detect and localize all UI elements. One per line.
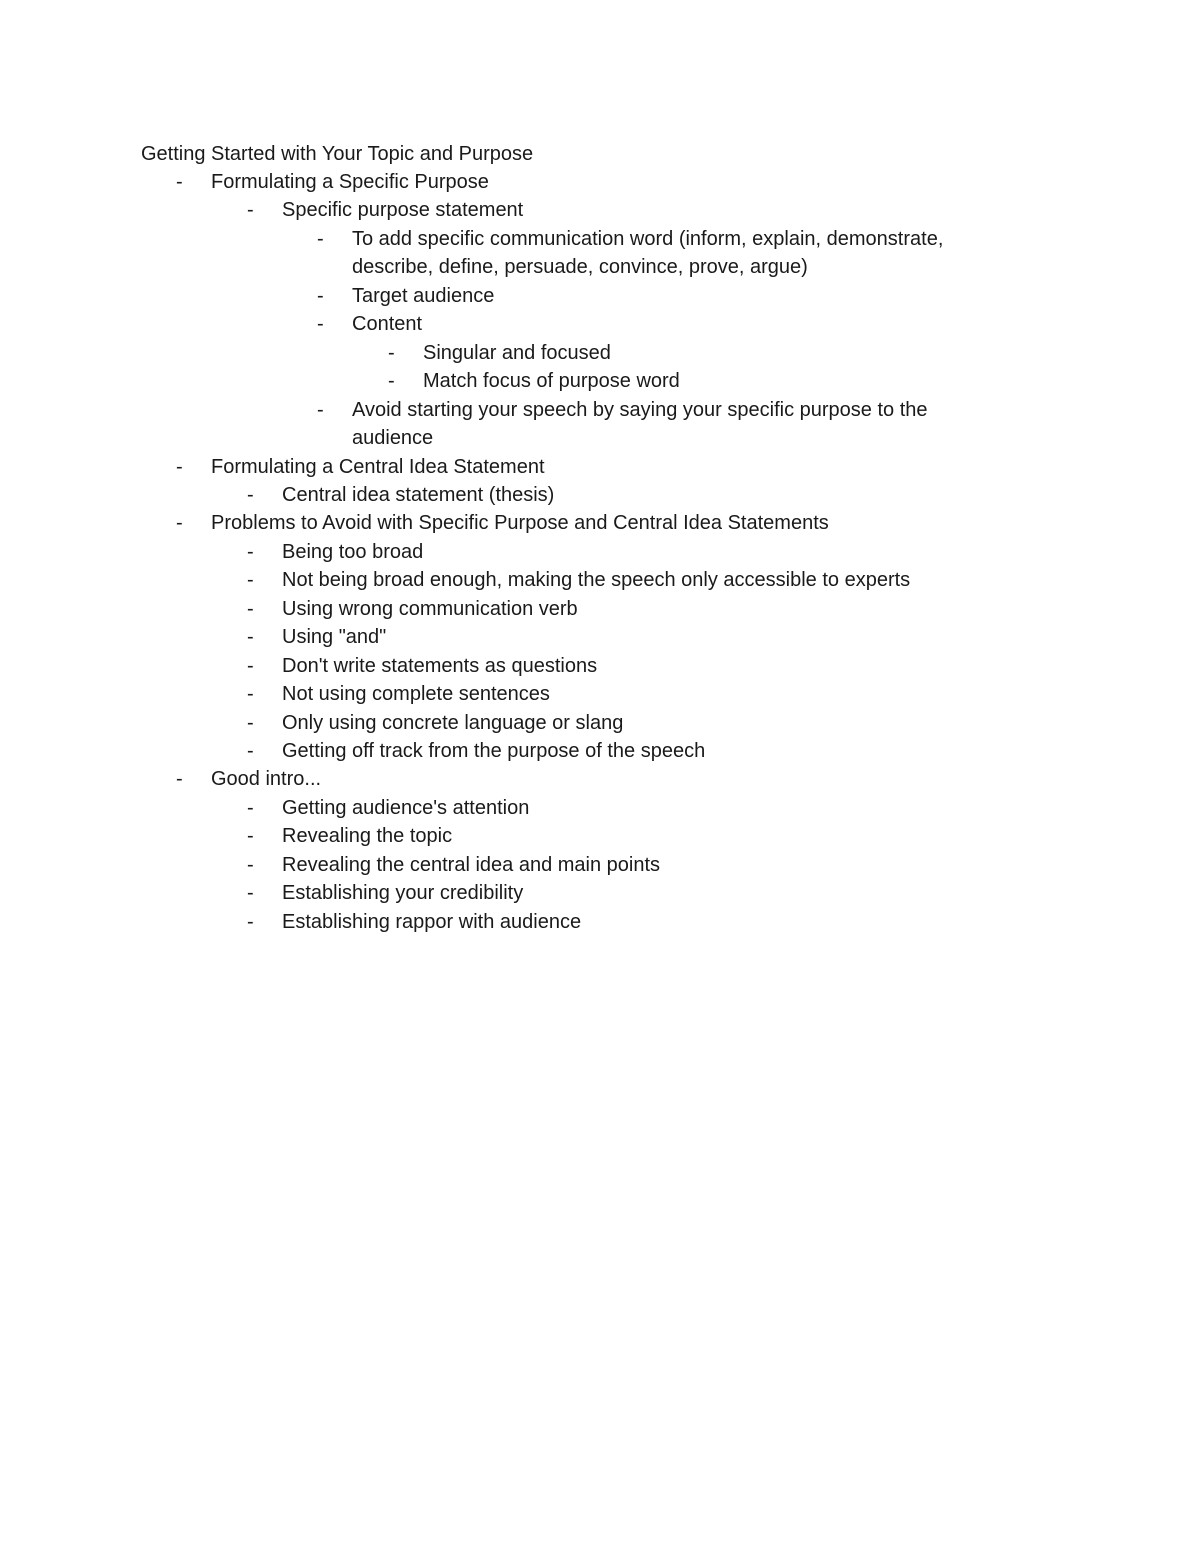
outline-item-level-3: audience — [352, 427, 434, 450]
outline-item-level-1: Formulating a Central Idea Statement — [211, 455, 545, 478]
bullet-dash: - — [317, 398, 324, 421]
outline-item-level-2: Not using complete sentences — [282, 683, 550, 706]
bullet-dash: - — [317, 284, 324, 307]
outline-item-level-1: Formulating a Specific Purpose — [211, 171, 489, 193]
outline-item-level-2: Establishing your credibility — [282, 882, 524, 905]
bullet-dash: - — [247, 740, 254, 762]
outline-item-level-4: Singular and focused — [423, 341, 611, 364]
bullet-dash: - — [247, 853, 254, 876]
outline-item-level-1: Good intro... — [211, 768, 322, 791]
bullet-dash: - — [247, 540, 254, 563]
outline-item-level-2: Not being broad enough, making the speech only accessible to experts — [282, 569, 911, 592]
outline-item-level-3: describe, define, persuade, convince, prove, argue) — [352, 256, 808, 279]
outline-item-level-2: Getting audience's attention — [282, 796, 530, 819]
bullet-dash: - — [247, 711, 254, 734]
bullet-dash: - — [388, 341, 395, 364]
bullet-dash: - — [176, 512, 183, 535]
outline-item-level-2: Establishing rappor with audience — [282, 910, 582, 933]
outline-item-level-2: Don't write statements as questions — [282, 654, 598, 677]
bullet-dash: - — [247, 199, 254, 222]
outline-item-level-2: Using "and" — [282, 626, 387, 649]
outline-item-level-2: Only using concrete language or slang — [282, 711, 624, 734]
bullet-dash: - — [176, 171, 183, 193]
outline-item-level-3: To add specific communication word (inform, explain, demonstrate, — [352, 227, 944, 250]
outline-item-level-2: Specific purpose statement — [282, 199, 524, 222]
bullet-dash: - — [247, 597, 254, 620]
bullet-dash: - — [247, 654, 254, 677]
outline-item-level-3: Avoid starting your speech by saying your specific purpose to the — [352, 398, 928, 421]
bullet-dash: - — [176, 455, 183, 478]
outline-item-level-2: Revealing the topic — [282, 825, 453, 848]
outline-item-level-2: Getting off track from the purpose of the speech — [282, 740, 706, 762]
bullet-dash: - — [247, 910, 254, 933]
bullet-dash: - — [247, 626, 254, 649]
outline-item-level-2: Revealing the central idea and main points — [282, 853, 661, 876]
outline-item-level-2: Central idea statement (thesis) — [282, 483, 555, 506]
bullet-dash: - — [388, 370, 395, 393]
outline-item-level-4: Match focus of purpose word — [423, 370, 680, 393]
bullet-dash: - — [247, 825, 254, 848]
bullet-dash: - — [247, 796, 254, 819]
bullet-dash: - — [317, 313, 324, 336]
outline-item-level-3: Target audience — [352, 284, 495, 307]
outline-item-level-3: Content — [352, 313, 423, 336]
bullet-dash: - — [317, 227, 324, 250]
bullet-dash: - — [247, 882, 254, 905]
bullet-dash: - — [247, 683, 254, 706]
bullet-dash: - — [247, 569, 254, 592]
bullet-dash: - — [247, 483, 254, 506]
outline-item-level-1: Problems to Avoid with Specific Purpose and Central Idea Statements — [211, 512, 829, 535]
document-title: Getting Started with Your Topic and Purpose — [141, 143, 534, 165]
outline-item-level-2: Using wrong communication verb — [282, 597, 578, 620]
outline-item-level-2: Being too broad — [282, 540, 424, 563]
bullet-dash: - — [176, 768, 183, 791]
